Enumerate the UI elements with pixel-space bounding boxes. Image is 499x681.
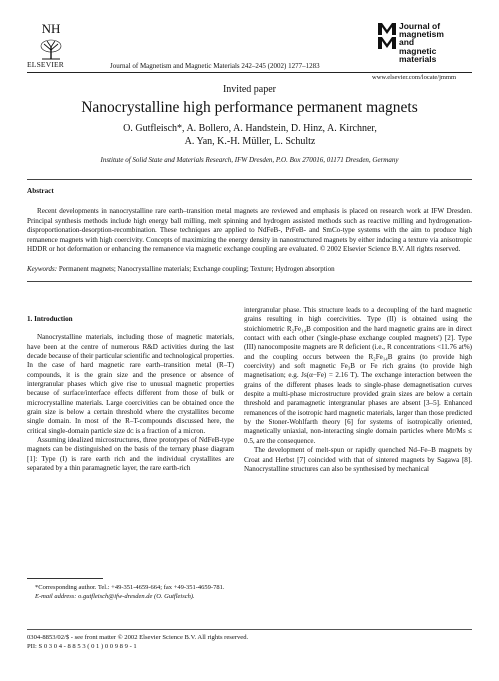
- abstract-heading: Abstract: [27, 187, 54, 195]
- article-type: Invited paper: [222, 84, 277, 95]
- footer-divider: [27, 629, 472, 630]
- corresponding-author: *Corresponding author. Tel.: +49-351-4659-664; fax +49-351-4659-781.: [35, 584, 225, 591]
- section-heading: 1. Introduction: [27, 315, 73, 323]
- article-title: Nanocrystalline high performance permanent magnets: [81, 99, 418, 116]
- authors-line: O. Gutfleisch*, A. Bollero, A. Handstein, D. Hinz, A. Kirchner,: [123, 123, 377, 134]
- journal-name: [399, 22, 444, 63]
- journal-url-link[interactable]: www.elsevier.com/locate/jmmm: [372, 74, 457, 81]
- abstract-top-divider: [27, 179, 472, 180]
- keywords-list: Permanent magnets; Nanocrystalline materials; Exchange coupling; Texture; Hydrogen absorption: [58, 265, 335, 273]
- journal-name-line: magnetism: [399, 29, 444, 40]
- abstract-text: Recent developments in nanocrystalline rare earth–transition metal magnets are reviewed and emphasis is placed on research work at IFW Dresden. Principal synthesis methods include high energy ball milling, melt spinning and hydrogen assisted methods such as reactive milling and hydrogenation-disproportionation-desorption-recombination. These techniques are applied to NdFeB-, PrFeB- and SmCo-type systems with the aim to produce high remanence magnets with high coercivity. Concepts of maximizing the energy density in nanostructured magnets by either inducing a texture via anisotropic HDDR or hot deformation or enhancing the remanence via magnetic exchange coupling are evaluated. © 2002 Elsevier Science B.V. All rights reserved.: [27, 207, 472, 254]
- footnote-divider: [27, 578, 103, 579]
- journal-name-line: materials: [399, 53, 437, 64]
- pii-line: PII: S 0 3 0 4 - 8 8 5 3 ( 0 1 ) 0 0 9 8 9 - 1: [27, 643, 137, 650]
- header-divider: [27, 72, 472, 73]
- journal-name-line: and: [399, 37, 415, 48]
- journal-citation: Journal of Magnetism and Magnetic Materials 242–245 (2002) 1277–1283: [110, 62, 320, 70]
- abstract-bottom-divider: [27, 281, 472, 282]
- footer-info: [27, 633, 248, 651]
- authors-line: A. Yan, K.-H. Müller, L. Schultz: [184, 135, 316, 147]
- publisher-name: ELSEVIER: [27, 60, 65, 69]
- footnote: [27, 583, 234, 601]
- journal-name-line: Journal of: [399, 21, 441, 31]
- elsevier-tree-icon: [38, 38, 64, 60]
- left-column: [27, 315, 234, 474]
- keywords: [27, 265, 472, 273]
- paragraph: Assuming idealized microstructures, three prototypes of NdFeB-type magnets can be distinguished on the basis of the ternary phase diagram [1]: Type (I) is rare earth rich and the individual crystallites are separated by a thin paramagnetic layer, the rare earth-rich: [27, 436, 234, 473]
- journal-logo-icon: [377, 22, 397, 50]
- issn-line: 0304-8853/02/$ - see front matter © 2002 Elsevier Science B.V. All rights reserved.: [27, 634, 249, 641]
- paragraph: intergranular phase. This structure leads to a decoupling of the hard magnetic grains resulting in high coercivities. Type (II) is obtained using the stoichiometric R₂Fe₁₄B composition and the hard magnetic grains are in direct contact with each other ('single-phase exchange coupled magnets') [2]. Type (III) nanocomposite magnets are R deficient (i.e., R concentrations <11.76 at%) and the coupling occurs between the R₂Fe₁₄B grains (to provide high coercivity) and soft magnetic Fe₃B or Fe rich grains (to provide high magnetisation; e.g. Js(α−Fe) = 2.16 T). The exchange interaction between the grains of the different phases leads to single-phase demagnetisation curves despite a multi-phase microstructure provided grain sizes are below a certain threshold and paramagnetic intergranular phases are absent [3–5]. Enhanced remanences of the isotropic hard magnetic materials, larger than those predicted by the Stoner-Wohlfarth theory [6] for systems of isotropically oriented, magnetically uniaxial, non-interacting single domain particles where Mr/Ms ≤ 0.5, are the consequence.: [244, 306, 472, 445]
- author-list: [70, 123, 430, 148]
- keywords-label: Keywords:: [27, 265, 58, 273]
- publisher-mark: NH: [41, 21, 61, 36]
- email-address: E-mail address: o.gutfleisch@ifw-dresden.de (O. Gutfleisch).: [35, 593, 195, 600]
- journal-name-line: magnetic: [399, 45, 437, 56]
- paragraph: Nanocrystalline materials, including those of magnetic materials, have been at the centre of numerous R&D activities during the last decade because of their particular scientific and technological properties. In the case of hard magnetic rare earth–transition metal (R–T) compounds, it is the grain size and the presence or absence of intergranular phases which give rise to unusual magnetic properties because of surface/interface effects different from those of bulk or microcrystalline materials. Large coercivities can be obtained once the grain size is below a certain threshold where the crystallites become single domain. In most of the R–T-compounds discussed here, the critical single-domain particle size dᴄ is a fraction of a micron.: [27, 333, 235, 435]
- paragraph: The development of melt-spun or rapidly quenched Nd–Fe–B magnets by Croat and Herbst [7] coincided with that of sintered magnets by Sagawa [8]. Nanocrystalline structures can also be synthesised by mechanical: [244, 446, 472, 473]
- affiliation: Institute of Solid State and Materials Research, IFW Dresden, P.O. Box 270016, 01171 Dresden, Germany: [100, 156, 399, 164]
- right-column: [244, 306, 472, 474]
